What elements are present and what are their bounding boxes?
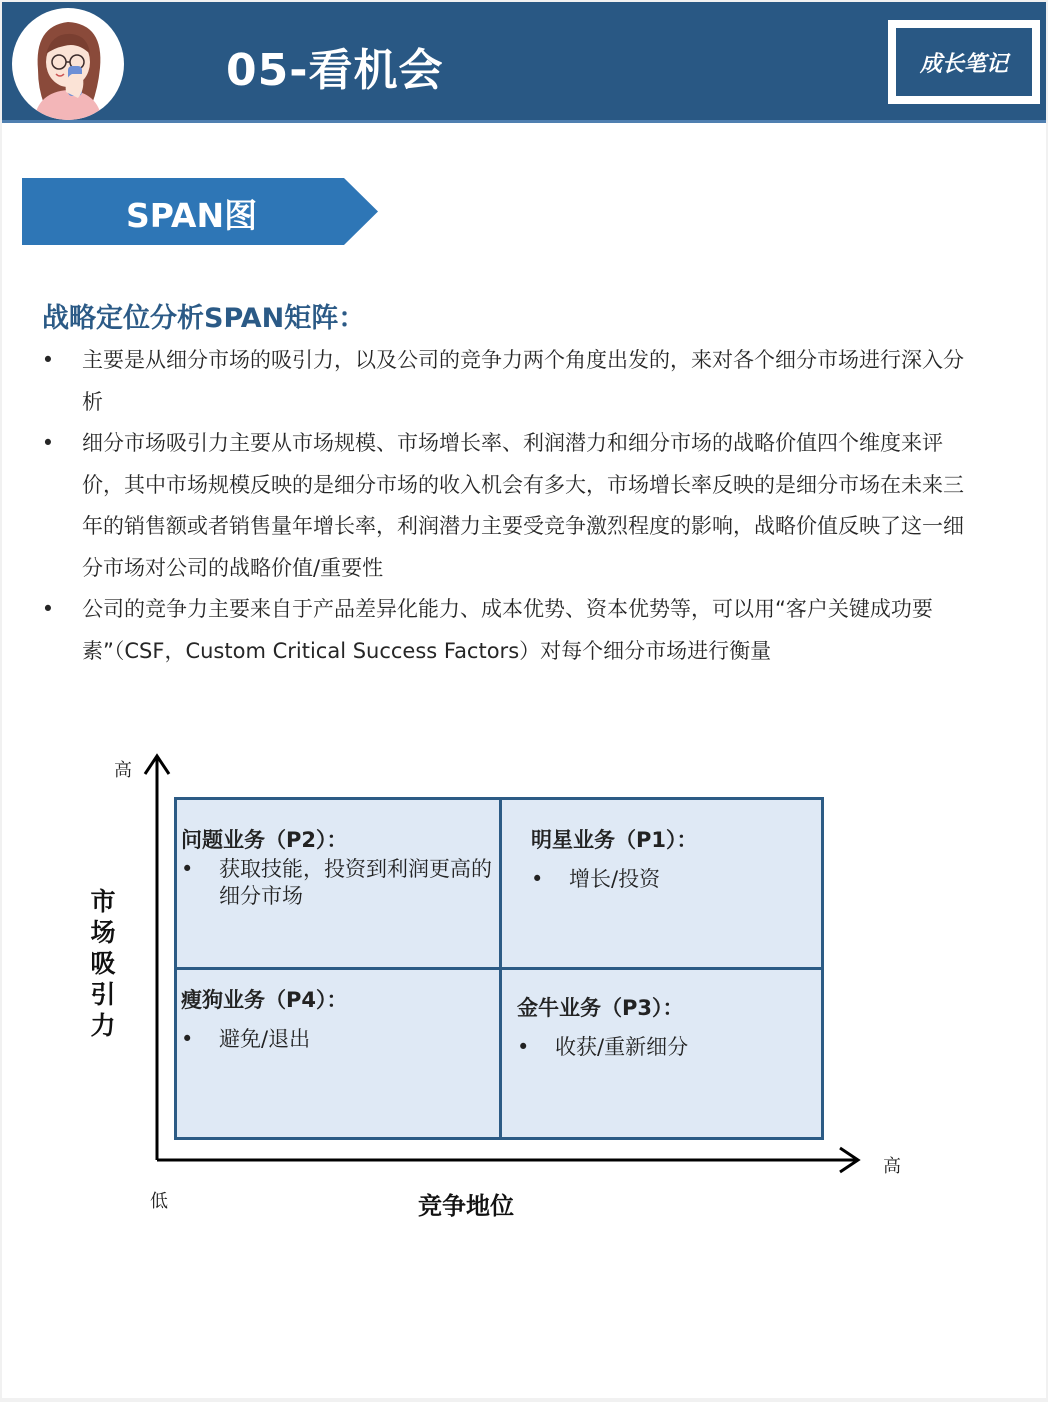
x-axis-low-label: 低 <box>150 1191 168 1212</box>
bullet-dot: • <box>517 1035 530 1059</box>
matrix-horizontal-divider <box>177 967 821 970</box>
bullet-text: 主要是从细分市场的吸引力，以及公司的竞争力两个角度出发的，来对各个细分市场进行深入分析 <box>82 348 964 414</box>
quadrant-title: 瘦狗业务（P4）： <box>181 988 348 1012</box>
bullet-text: 细分市场吸引力主要从市场规模、市场增长率、利润潜力和细分市场的战略价值四个维度来评价，其中市场规模反映的是细分市场的收入机会有多大，市场增长率反映的是细分市场在未来三年的销售额或者销售量年增长率，利润潜力主要受竞争激烈程度的影响，战略价值反映了这一细分市场对公司的战略价值/重要性 <box>82 431 964 580</box>
x-axis-title: 竞争地位 <box>418 1192 514 1220</box>
bullet-dot: • <box>531 867 544 891</box>
span-matrix <box>174 797 824 1140</box>
quadrant-dog <box>181 984 497 1053</box>
quadrant-bullet <box>181 1026 497 1053</box>
y-axis-title-char: 吸 <box>90 949 116 978</box>
quadrant-item-text: 避免/退出 <box>219 1027 311 1051</box>
y-axis-title-char: 力 <box>90 1011 116 1040</box>
x-axis-high-label: 高 <box>883 1156 901 1177</box>
y-axis-title-char: 引 <box>90 980 116 1009</box>
bullet-text: 公司的竞争力主要来自于产品差异化能力、成本优势、资本优势等，可以用“客户关键成功要素”（CSF，Custom Critical Success Factors）对每个细分市场进行衡量 <box>82 597 933 663</box>
quadrant-item-text: 获取技能，投资到利润更高的细分市场 <box>219 857 492 908</box>
quadrant-title: 明星业务（P1）： <box>531 828 698 852</box>
bullet-dot: • <box>41 597 55 621</box>
y-axis-title-char: 市 <box>90 887 116 916</box>
quadrant-bullet <box>531 866 811 893</box>
quadrant-star <box>531 824 811 893</box>
quadrant-item-text: 增长/投资 <box>569 867 661 891</box>
page-title: 05-看机会 <box>226 45 444 96</box>
section-title: SPAN图 <box>126 196 258 235</box>
bullet-dot: • <box>41 348 55 372</box>
bullet-dot: • <box>181 857 194 881</box>
y-axis-title <box>88 886 118 1041</box>
quadrant-item-text: 收获/重新细分 <box>555 1035 689 1059</box>
quadrant-title: 问题业务（P2）： <box>181 828 348 852</box>
quadrant-bullet <box>181 856 497 910</box>
y-axis-high-label: 高 <box>114 760 132 781</box>
y-axis-title-char: 场 <box>90 918 116 947</box>
bullet-dot: • <box>41 431 55 455</box>
quadrant-cash-cow <box>517 992 817 1061</box>
bullet-dot: • <box>181 1027 194 1051</box>
brand-badge-label: 成长笔记 <box>896 28 1032 96</box>
quadrant-bullet <box>517 1034 817 1061</box>
quadrant-title: 金牛业务（P3）： <box>517 996 684 1020</box>
quadrant-question-mark <box>181 824 497 910</box>
content-heading: 战略定位分析SPAN矩阵： <box>42 303 366 334</box>
